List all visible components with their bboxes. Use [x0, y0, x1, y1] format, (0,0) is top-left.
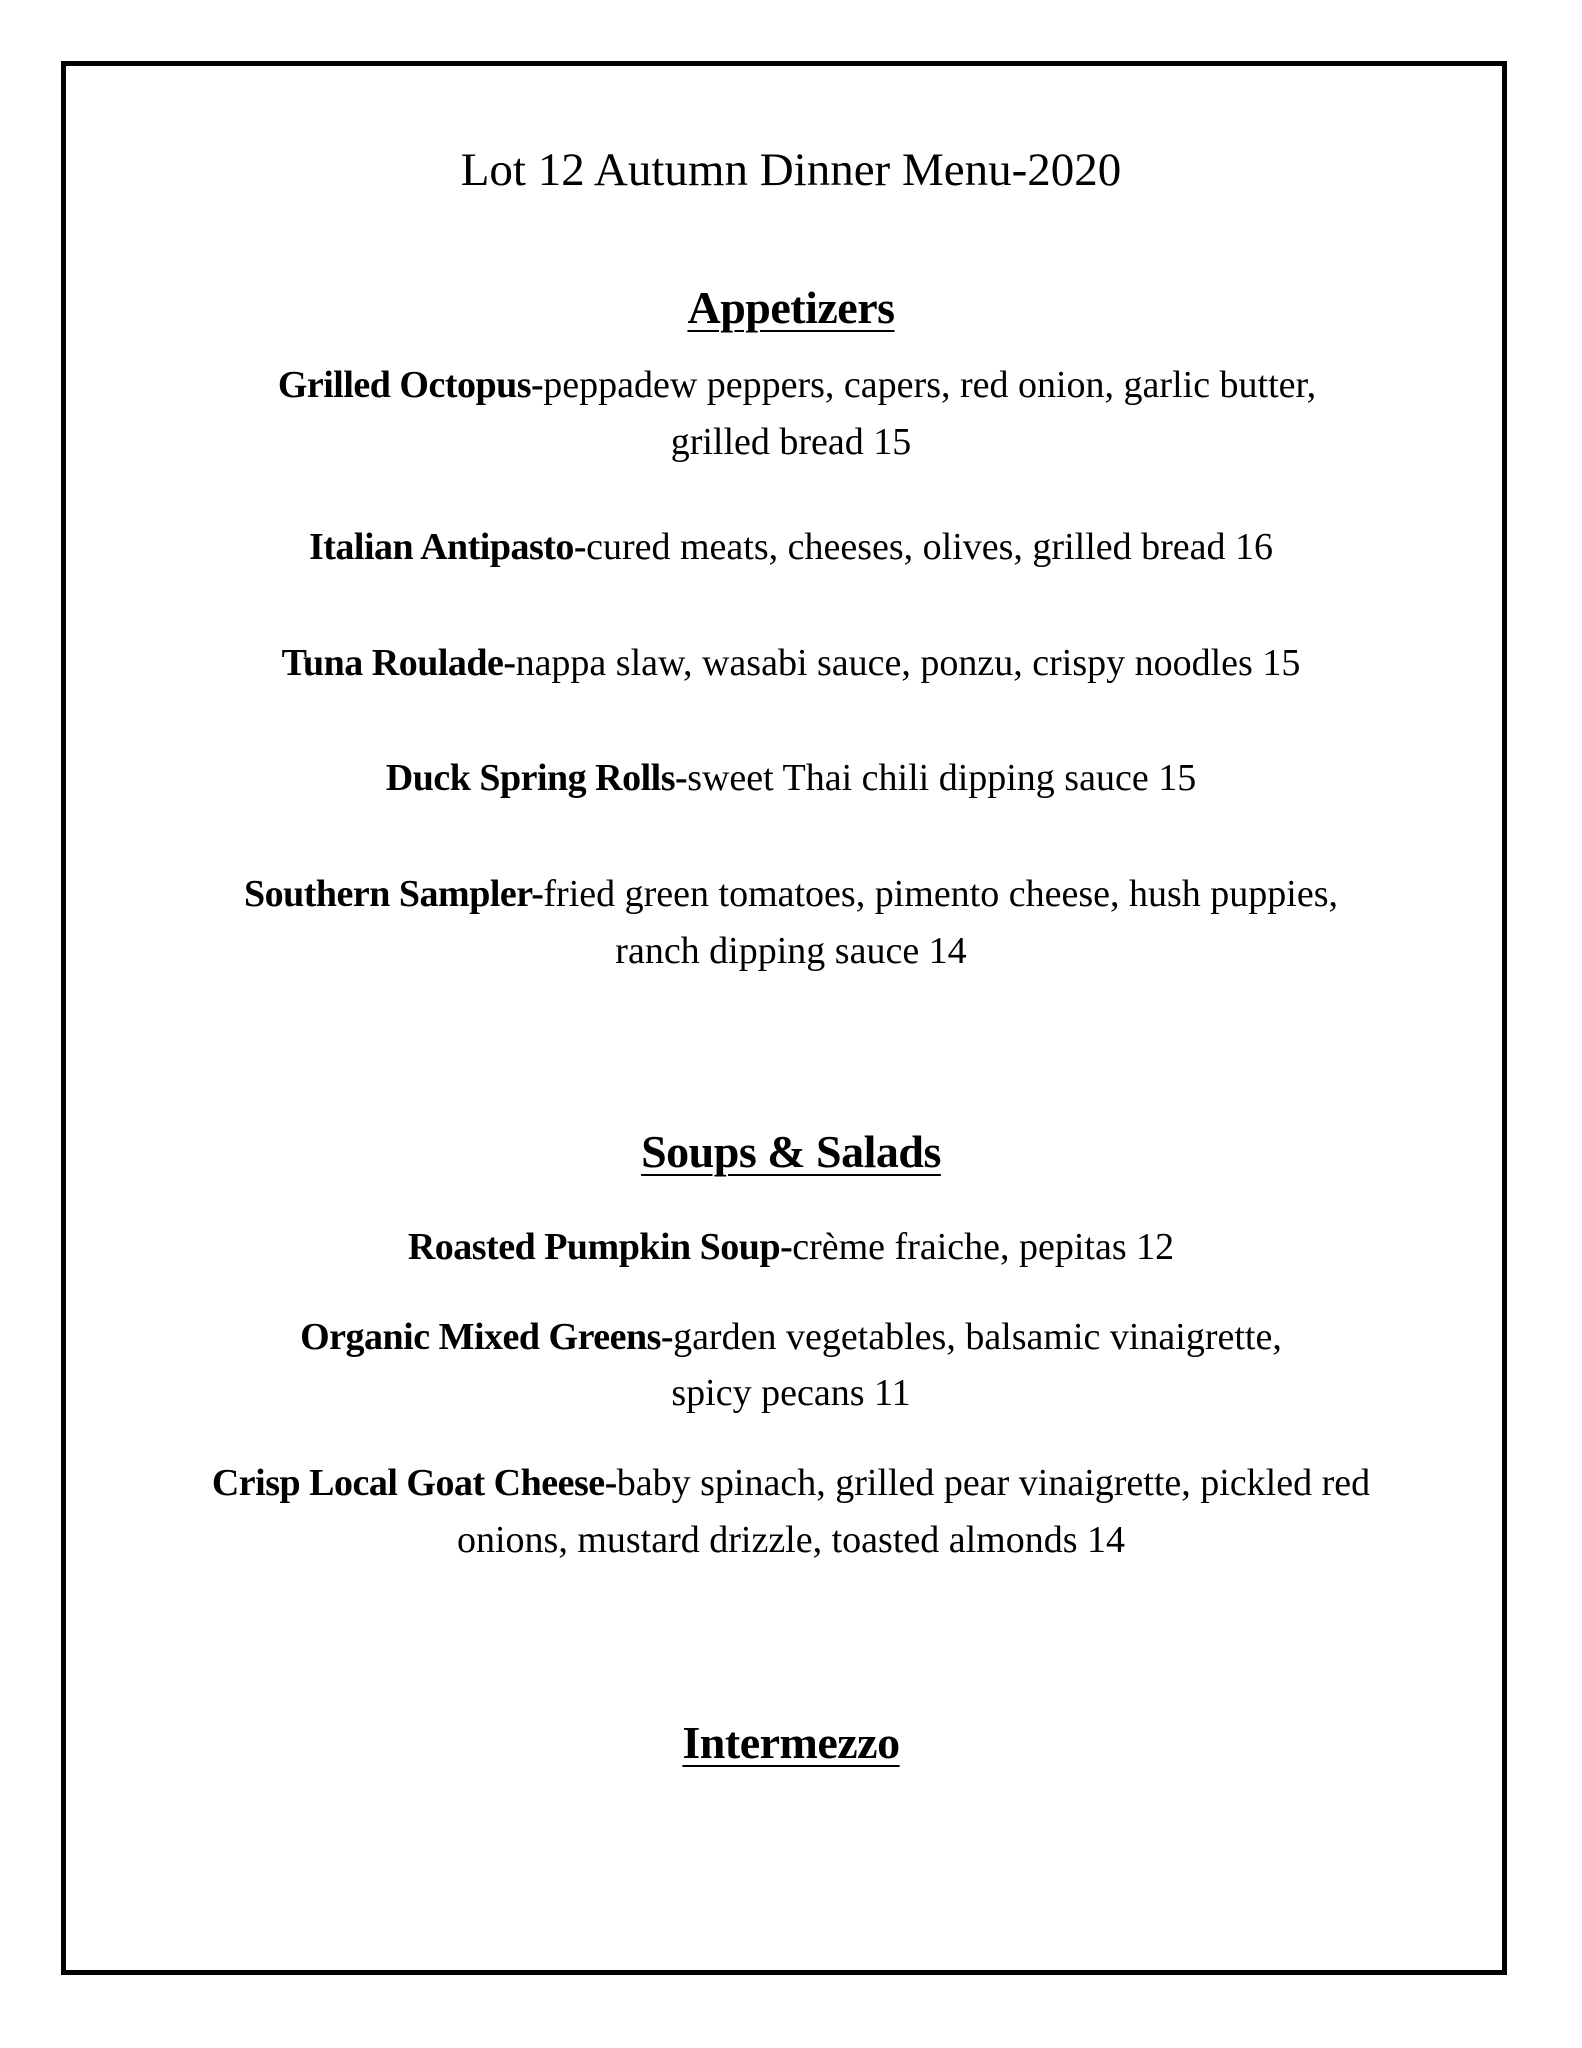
item-description: nappa slaw, wasabi sauce, ponzu, crispy noodles 15	[515, 642, 1301, 684]
menu-item-grilled-octopus	[0, 366, 1582, 404]
menu-title: Lot 12 Autumn Dinner Menu-2020	[460, 144, 1122, 196]
menu-item-tuna-roulade	[0, 644, 1582, 682]
section-heading-appetizers: Appetizers	[687, 282, 895, 333]
item-name: Organic Mixed Greens-	[300, 1316, 674, 1358]
item-description: baby spinach, grilled pear vinaigrette, pickled red	[616, 1462, 1371, 1504]
section-heading-soups-salads: Soups & Salads	[641, 1126, 941, 1177]
menu-item-roasted-pumpkin-soup	[0, 1228, 1582, 1266]
item-name: Tuna Roulade-	[281, 642, 516, 684]
item-description: cured meats, cheeses, olives, grilled bread 16	[586, 526, 1274, 568]
item-description-continued: spicy pecans 11	[671, 1372, 911, 1414]
item-description: garden vegetables, balsamic vinaigrette,	[673, 1316, 1282, 1358]
menu-item-italian-antipasto	[0, 528, 1582, 566]
item-description-continued: onions, mustard drizzle, toasted almonds 14	[456, 1519, 1126, 1561]
item-name: Roasted Pumpkin Soup-	[407, 1226, 793, 1268]
item-name: Grilled Octopus-	[277, 364, 544, 406]
item-description: peppadew peppers, capers, red onion, garlic butter,	[543, 364, 1317, 406]
item-name: Duck Spring Rolls-	[385, 757, 688, 799]
menu-item-crisp-local-goat-cheese	[0, 1464, 1582, 1502]
menu-border	[61, 61, 1507, 1975]
section-heading-intermezzo: Intermezzo	[682, 1717, 900, 1768]
menu-item-duck-spring-rolls	[0, 759, 1582, 797]
item-description: crème fraiche, pepitas 12	[792, 1226, 1175, 1268]
item-description: sweet Thai chili dipping sauce 15	[687, 757, 1197, 799]
item-description-continued: grilled bread 15	[670, 421, 912, 463]
item-name: Southern Sampler-	[244, 873, 544, 915]
menu-item-southern-sampler	[0, 875, 1582, 913]
menu-item-organic-mixed-greens	[0, 1318, 1582, 1356]
item-description: fried green tomatoes, pimento cheese, hush puppies,	[543, 873, 1338, 915]
item-name: Crisp Local Goat Cheese-	[211, 1462, 617, 1504]
item-description-continued: ranch dipping sauce 14	[615, 930, 967, 972]
item-name: Italian Antipasto-	[308, 526, 587, 568]
